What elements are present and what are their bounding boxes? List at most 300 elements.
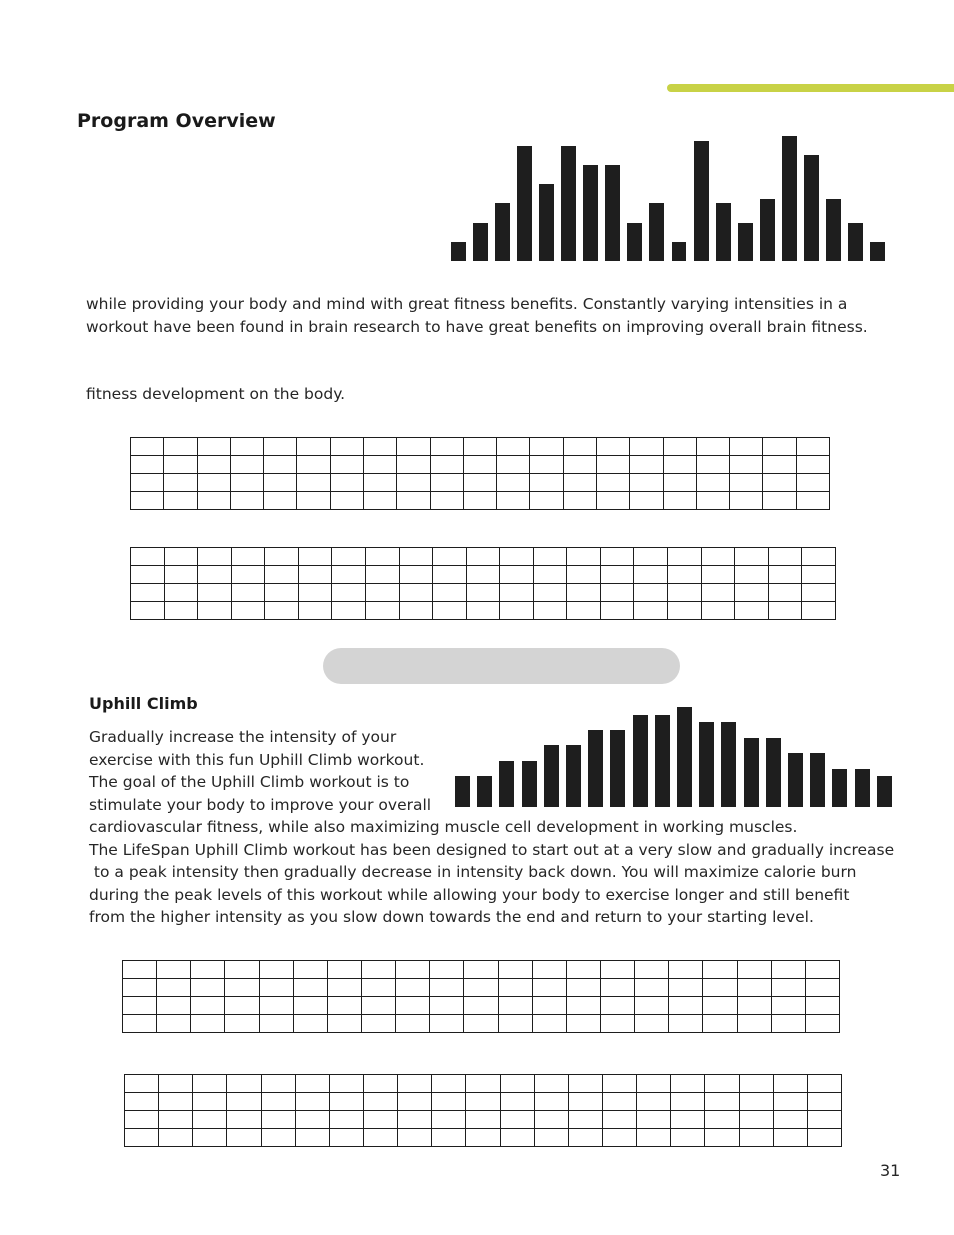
grid-cell xyxy=(768,548,802,566)
grid-cell xyxy=(532,1015,566,1033)
grid-row xyxy=(123,961,840,979)
overview-line: workout have been found in brain research to have great benefits on improving overall brain fitness. xyxy=(86,317,868,336)
grid-cell xyxy=(596,456,629,474)
grid-cell xyxy=(530,438,563,456)
grid-cell xyxy=(466,548,500,566)
grid-cell xyxy=(227,1093,261,1111)
grid-cell xyxy=(261,1111,295,1129)
grid-cell xyxy=(696,438,729,456)
grid-cell xyxy=(432,1075,466,1093)
grid-cell xyxy=(231,548,265,566)
grid-cell xyxy=(198,602,232,620)
grid-cell xyxy=(466,1129,500,1147)
uphill-climb-paragraph xyxy=(89,726,894,929)
grid-cell xyxy=(534,1075,568,1093)
grid-cell xyxy=(131,548,165,566)
grid-cell xyxy=(123,961,157,979)
grid-cell xyxy=(265,548,299,566)
grid-cell xyxy=(330,474,363,492)
grid-cell xyxy=(330,456,363,474)
grid-cell xyxy=(329,1111,363,1129)
grid-cell xyxy=(430,474,463,492)
grid-cell xyxy=(131,456,164,474)
grid-cell xyxy=(773,1129,807,1147)
grid-cell xyxy=(293,979,327,997)
grid-cell xyxy=(533,548,567,566)
grid-cell xyxy=(466,566,500,584)
profile-bar xyxy=(804,155,819,261)
grid-cell xyxy=(131,566,165,584)
grid-cell xyxy=(634,548,668,566)
grid-cell xyxy=(566,961,600,979)
grid-cell xyxy=(430,438,463,456)
grid-cell xyxy=(730,492,763,510)
grid-cell xyxy=(157,979,191,997)
grid-cell xyxy=(568,1111,602,1129)
grid-cell xyxy=(399,566,433,584)
grid-cell xyxy=(259,997,293,1015)
uphill-line: cardiovascular fitness, while also maximizing muscle cell development in working muscles. xyxy=(89,818,798,836)
grid-cell xyxy=(763,492,796,510)
grid-cell xyxy=(669,1015,703,1033)
grid-cell xyxy=(164,602,198,620)
grid-cell xyxy=(193,1111,227,1129)
grid-cell xyxy=(669,961,703,979)
grid-cell xyxy=(259,979,293,997)
grid-cell xyxy=(696,474,729,492)
grid-cell xyxy=(596,492,629,510)
grid-cell xyxy=(297,492,330,510)
grid-cell xyxy=(802,548,836,566)
grid-cell xyxy=(131,474,164,492)
grid-cell xyxy=(739,1111,773,1129)
grid-cell xyxy=(567,602,601,620)
program-overview-intensity-profile xyxy=(451,136,892,261)
grid-cell xyxy=(533,602,567,620)
grid-cell xyxy=(361,961,395,979)
grid-cell xyxy=(399,548,433,566)
grid-cell xyxy=(500,566,534,584)
grid-cell xyxy=(430,997,464,1015)
grid-cell xyxy=(466,1093,500,1111)
profile-bar xyxy=(826,199,841,262)
profile-bar xyxy=(561,146,576,261)
grid-cell xyxy=(396,961,430,979)
grid-cell xyxy=(568,1129,602,1147)
grid-cell xyxy=(264,492,297,510)
grid-cell xyxy=(802,584,836,602)
grid-row xyxy=(131,438,830,456)
grid-cell xyxy=(671,1111,705,1129)
grid-cell xyxy=(771,979,805,997)
grid-cell xyxy=(131,492,164,510)
grid-cell xyxy=(735,548,769,566)
grid-cell xyxy=(802,566,836,584)
grid-cell xyxy=(193,1075,227,1093)
grid-cell xyxy=(297,456,330,474)
grid-cell xyxy=(230,492,263,510)
grid-cell xyxy=(497,438,530,456)
grid-cell xyxy=(703,997,737,1015)
grid-cell xyxy=(327,961,361,979)
grid-cell xyxy=(805,997,839,1015)
header-accent-bar xyxy=(667,84,954,92)
grid-cell xyxy=(433,548,467,566)
grid-cell xyxy=(671,1129,705,1147)
grid-cell xyxy=(596,438,629,456)
grid-cell xyxy=(197,456,230,474)
overview-line: while providing your body and mind with great fitness benefits. Constantly varying intensities in a xyxy=(86,295,848,313)
grid-cell xyxy=(430,1015,464,1033)
grid-cell xyxy=(332,584,366,602)
grid-cell xyxy=(363,1111,397,1129)
grid-cell xyxy=(705,1129,739,1147)
grid-cell xyxy=(164,584,198,602)
grid-cell xyxy=(330,438,363,456)
grid-cell xyxy=(464,997,498,1015)
grid-cell xyxy=(737,1015,771,1033)
grid-cell xyxy=(397,492,430,510)
grid-row xyxy=(131,548,836,566)
grid-cell xyxy=(125,1093,159,1111)
grid-cell xyxy=(125,1129,159,1147)
grid-cell xyxy=(432,1129,466,1147)
grid-cell xyxy=(398,1129,432,1147)
grid-cell xyxy=(701,602,735,620)
grid-cell xyxy=(568,1093,602,1111)
grid-cell xyxy=(563,474,596,492)
grid-cell xyxy=(363,1129,397,1147)
uphill-line: to a peak intensity then gradually decrease in intensity back down. You will maximize calorie burn xyxy=(89,863,857,881)
section-title-uphill-climb: Uphill Climb xyxy=(89,694,198,713)
grid-cell xyxy=(432,1093,466,1111)
grid-cell xyxy=(327,997,361,1015)
uphill-line: exercise with this fun Uphill Climb workout. xyxy=(89,750,425,769)
grid-cell xyxy=(805,1015,839,1033)
grid-cell xyxy=(532,997,566,1015)
grid-cell xyxy=(159,1075,193,1093)
overview-level-grid-2 xyxy=(130,547,836,620)
grid-cell xyxy=(563,438,596,456)
grid-cell xyxy=(763,456,796,474)
grid-cell xyxy=(668,566,702,584)
grid-cell xyxy=(430,961,464,979)
grid-cell xyxy=(763,474,796,492)
grid-cell xyxy=(191,979,225,997)
grid-cell xyxy=(796,456,829,474)
grid-cell xyxy=(701,584,735,602)
grid-cell xyxy=(327,979,361,997)
grid-cell xyxy=(634,602,668,620)
grid-cell xyxy=(668,602,702,620)
grid-cell xyxy=(600,1015,634,1033)
grid-cell xyxy=(363,474,396,492)
grid-cell xyxy=(466,584,500,602)
grid-cell xyxy=(297,474,330,492)
grid-cell xyxy=(696,456,729,474)
grid-cell xyxy=(231,584,265,602)
grid-cell xyxy=(630,474,663,492)
grid-cell xyxy=(264,438,297,456)
grid-cell xyxy=(329,1075,363,1093)
grid-cell xyxy=(332,566,366,584)
grid-cell xyxy=(596,474,629,492)
grid-cell xyxy=(500,1111,534,1129)
grid-cell xyxy=(363,1075,397,1093)
grid-cell xyxy=(159,1129,193,1147)
grid-cell xyxy=(295,1111,329,1129)
grid-cell xyxy=(671,1093,705,1111)
grid-cell xyxy=(534,1129,568,1147)
uphill-level-grid-1 xyxy=(122,960,840,1033)
grid-cell xyxy=(634,584,668,602)
grid-cell xyxy=(739,1093,773,1111)
grid-cell xyxy=(600,548,634,566)
grid-cell xyxy=(295,1093,329,1111)
grid-cell xyxy=(463,438,496,456)
grid-cell xyxy=(498,1015,532,1033)
grid-cell xyxy=(600,997,634,1015)
grid-cell xyxy=(131,438,164,456)
grid-cell xyxy=(497,456,530,474)
grid-cell xyxy=(125,1075,159,1093)
grid-cell xyxy=(363,492,396,510)
grid-cell xyxy=(463,492,496,510)
grid-cell xyxy=(500,602,534,620)
grid-cell xyxy=(730,438,763,456)
grid-cell xyxy=(663,492,696,510)
grid-cell xyxy=(225,1015,259,1033)
grid-row xyxy=(131,474,830,492)
grid-cell xyxy=(265,566,299,584)
grid-cell xyxy=(157,1015,191,1033)
overview-paragraph-b xyxy=(86,383,345,406)
grid-cell xyxy=(773,1111,807,1129)
grid-cell xyxy=(157,997,191,1015)
grid-cell xyxy=(261,1129,295,1147)
grid-cell xyxy=(563,456,596,474)
grid-cell xyxy=(330,492,363,510)
grid-cell xyxy=(264,474,297,492)
grid-cell xyxy=(637,1129,671,1147)
grid-cell xyxy=(737,979,771,997)
grid-cell xyxy=(433,602,467,620)
grid-cell xyxy=(265,584,299,602)
grid-cell xyxy=(739,1075,773,1093)
grid-cell xyxy=(637,1093,671,1111)
grid-cell xyxy=(365,584,399,602)
grid-cell xyxy=(464,979,498,997)
grid-cell xyxy=(191,997,225,1015)
grid-cell xyxy=(332,548,366,566)
grid-cell xyxy=(763,438,796,456)
grid-cell xyxy=(500,584,534,602)
grid-cell xyxy=(361,997,395,1015)
grid-cell xyxy=(796,474,829,492)
grid-cell xyxy=(298,566,332,584)
grid-cell xyxy=(796,438,829,456)
grid-cell xyxy=(329,1093,363,1111)
grid-cell xyxy=(231,602,265,620)
grid-cell xyxy=(567,548,601,566)
grid-cell xyxy=(600,979,634,997)
profile-bar xyxy=(870,242,885,261)
grid-cell xyxy=(365,548,399,566)
grid-cell xyxy=(600,602,634,620)
profile-bar xyxy=(583,165,598,261)
grid-cell xyxy=(329,1129,363,1147)
grid-cell xyxy=(363,438,396,456)
grid-cell xyxy=(365,602,399,620)
grid-cell xyxy=(164,456,197,474)
grid-cell xyxy=(600,566,634,584)
grid-cell xyxy=(805,979,839,997)
grid-cell xyxy=(164,492,197,510)
grid-row xyxy=(131,456,830,474)
profile-bar xyxy=(451,242,466,261)
uphill-line: The goal of the Uphill Climb workout is to xyxy=(89,773,410,791)
grid-cell xyxy=(663,456,696,474)
grid-cell xyxy=(705,1075,739,1093)
grid-cell xyxy=(159,1111,193,1129)
grid-cell xyxy=(397,474,430,492)
grid-cell xyxy=(298,548,332,566)
grid-cell xyxy=(668,584,702,602)
grid-cell xyxy=(669,997,703,1015)
grid-cell xyxy=(630,492,663,510)
grid-cell xyxy=(466,1111,500,1129)
grid-cell xyxy=(191,961,225,979)
grid-cell xyxy=(530,474,563,492)
grid-cell xyxy=(293,1015,327,1033)
grid-cell xyxy=(399,584,433,602)
grid-cell xyxy=(737,961,771,979)
profile-bar xyxy=(738,223,753,261)
grid-cell xyxy=(634,566,668,584)
profile-bar xyxy=(848,223,863,261)
grid-cell xyxy=(773,1075,807,1093)
grid-cell xyxy=(500,1093,534,1111)
grid-cell xyxy=(225,961,259,979)
grid-cell xyxy=(197,474,230,492)
grid-cell xyxy=(399,602,433,620)
grid-cell xyxy=(396,979,430,997)
grid-cell xyxy=(363,456,396,474)
grid-cell xyxy=(500,548,534,566)
grid-cell xyxy=(701,548,735,566)
section-divider-pill xyxy=(323,648,680,684)
grid-cell xyxy=(197,492,230,510)
grid-cell xyxy=(498,997,532,1015)
grid-cell xyxy=(197,438,230,456)
profile-bar xyxy=(649,203,664,261)
grid-cell xyxy=(298,602,332,620)
grid-cell xyxy=(807,1129,841,1147)
grid-cell xyxy=(807,1111,841,1129)
grid-cell xyxy=(532,961,566,979)
profile-bar xyxy=(627,223,642,261)
grid-cell xyxy=(361,1015,395,1033)
overview-line: fitness development on the body. xyxy=(86,385,346,403)
grid-cell xyxy=(669,979,703,997)
grid-cell xyxy=(293,997,327,1015)
grid-cell xyxy=(297,438,330,456)
grid-cell xyxy=(534,1093,568,1111)
grid-cell xyxy=(567,584,601,602)
page-number: 31 xyxy=(880,1161,901,1180)
grid-cell xyxy=(807,1093,841,1111)
grid-row xyxy=(125,1111,842,1129)
grid-cell xyxy=(663,474,696,492)
grid-cell xyxy=(463,456,496,474)
grid-cell xyxy=(164,548,198,566)
grid-cell xyxy=(735,602,769,620)
uphill-line: The LifeSpan Uphill Climb workout has been designed to start out at a very slow and gradually increase xyxy=(89,840,895,859)
grid-cell xyxy=(635,979,669,997)
grid-cell xyxy=(534,1111,568,1129)
grid-cell xyxy=(602,1093,636,1111)
grid-cell xyxy=(530,456,563,474)
grid-cell xyxy=(768,602,802,620)
grid-cell xyxy=(466,1075,500,1093)
grid-cell xyxy=(261,1093,295,1111)
grid-row xyxy=(131,566,836,584)
grid-cell xyxy=(157,961,191,979)
grid-cell xyxy=(259,961,293,979)
grid-cell xyxy=(703,961,737,979)
grid-cell xyxy=(630,438,663,456)
uphill-line: Gradually increase the intensity of your xyxy=(89,728,397,746)
grid-cell xyxy=(164,566,198,584)
grid-cell xyxy=(430,456,463,474)
grid-cell xyxy=(600,584,634,602)
profile-bar xyxy=(716,203,731,261)
grid-cell xyxy=(230,438,263,456)
grid-cell xyxy=(295,1075,329,1093)
grid-cell xyxy=(807,1075,841,1093)
grid-cell xyxy=(123,997,157,1015)
grid-cell xyxy=(500,1075,534,1093)
grid-cell xyxy=(566,1015,600,1033)
uphill-level-grid-2 xyxy=(124,1074,842,1147)
grid-cell xyxy=(568,1075,602,1093)
grid-cell xyxy=(768,584,802,602)
grid-cell xyxy=(365,566,399,584)
overview-paragraph-a xyxy=(86,293,868,338)
grid-cell xyxy=(701,566,735,584)
profile-bar xyxy=(782,136,797,261)
grid-cell xyxy=(227,1129,261,1147)
grid-cell xyxy=(635,1015,669,1033)
overview-level-grid-1 xyxy=(130,437,830,510)
grid-cell xyxy=(464,961,498,979)
profile-bar xyxy=(760,199,775,262)
grid-cell xyxy=(259,1015,293,1033)
grid-cell xyxy=(635,961,669,979)
uphill-line: stimulate your body to improve your overall xyxy=(89,795,432,814)
grid-cell xyxy=(396,997,430,1015)
grid-cell xyxy=(327,1015,361,1033)
grid-cell xyxy=(363,1093,397,1111)
grid-cell xyxy=(131,584,165,602)
grid-cell xyxy=(433,566,467,584)
grid-cell xyxy=(705,1093,739,1111)
grid-cell xyxy=(432,1111,466,1129)
grid-row xyxy=(123,997,840,1015)
grid-cell xyxy=(696,492,729,510)
grid-cell xyxy=(498,979,532,997)
grid-cell xyxy=(771,997,805,1015)
